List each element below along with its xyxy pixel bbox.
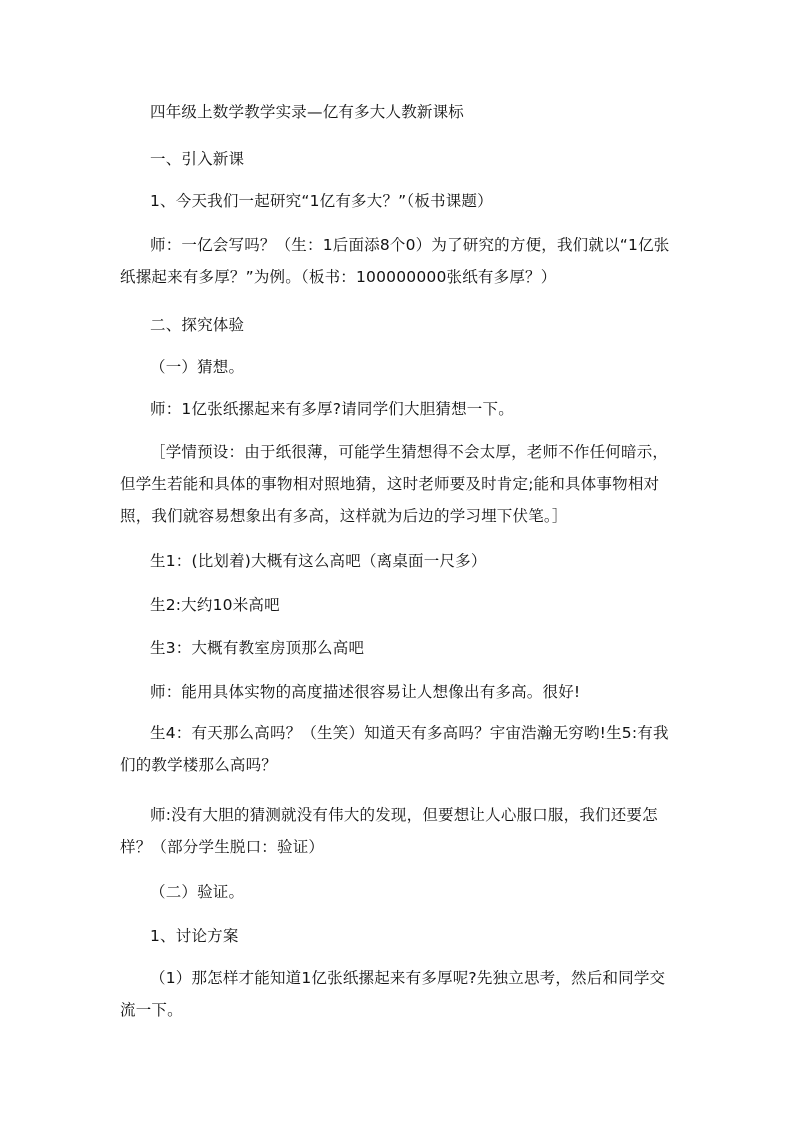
subsection-heading: （二）验证。 (150, 883, 245, 901)
paragraph: 师：一亿会写吗？（生：1后面添8个0）为了研究的方便，我们就以“1亿张纸摞起来有多厚？”为例。（板书：100000000张纸有多厚？） (120, 236, 670, 286)
paragraph: 师：能用具体实物的高度描述很容易让人想像出有多高。很好! (150, 683, 581, 701)
paragraph: 师:没有大胆的猜测就没有伟大的发现，但要想让人心服口服，我们还要怎样？（部分学生脱口：验证） (120, 806, 658, 856)
paragraph: 生2:大约10米高吧 (150, 596, 280, 614)
paragraph: 生1：(比划着)大概有这么高吧（离桌面一尺多） (150, 552, 487, 570)
paragraph: 1、今天我们一起研究“1亿有多大？”（板书课题） (150, 192, 493, 210)
paragraph: 生4：有天那么高吗？（生笑）知道天有多高吗？宇宙浩瀚无穷哟!生5:有我们的教学楼那么高吗？ (120, 724, 669, 774)
paragraph: （1）那怎样才能知道1亿张纸摞起来有多厚呢?先独立思考，然后和同学交流一下。 (120, 969, 666, 1019)
section-heading: 二、探究体验 (150, 316, 245, 334)
paragraph: 生3：大概有教室房顶那么高吧 (150, 639, 365, 657)
section-heading: 一、引入新课 (150, 150, 245, 168)
paragraph: 1、讨论方案 (150, 927, 239, 945)
paragraph: ［学情预设：由于纸很薄，可能学生猜想得不会太厚，老师不作任何暗示，但学生若能和具体的事物相对照地猜，这时老师要及时肯定;能和具体事物相对照，我们就容易想象出有多高，这样就为后边的学习埋下伏笔。］ (120, 443, 669, 525)
subsection-heading: （一）猜想。 (150, 358, 245, 376)
document-title: 四年级上数学教学实录—亿有多大人教新课标 (150, 103, 465, 121)
paragraph: 师：1亿张纸摞起来有多厚?请同学们大胆猜想一下。 (150, 400, 514, 418)
